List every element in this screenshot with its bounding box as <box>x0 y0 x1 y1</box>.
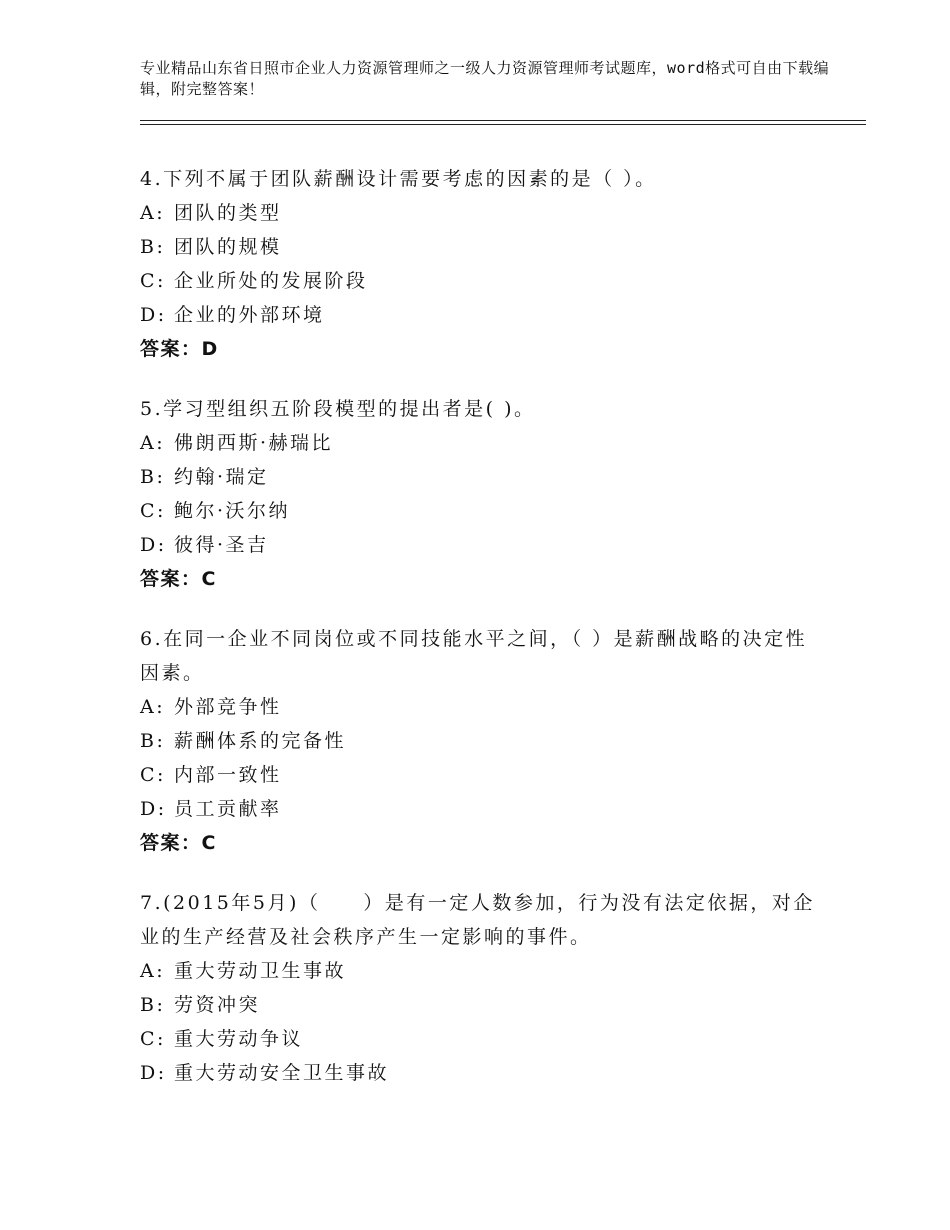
option-a <box>140 690 820 724</box>
option-text: 企业的外部环境 <box>174 304 325 326</box>
option-key: C: <box>140 1028 166 1050</box>
option-b <box>140 460 820 494</box>
option-b <box>140 724 820 758</box>
option-text: 外部竞争性 <box>174 696 282 718</box>
option-key: D: <box>140 798 167 820</box>
question-5 <box>140 392 820 596</box>
option-text: 团队的规模 <box>174 236 282 258</box>
option-text: 内部一致性 <box>174 764 282 786</box>
question-7 <box>140 886 820 1090</box>
option-text: 企业所处的发展阶段 <box>174 270 368 292</box>
option-d <box>140 792 820 826</box>
option-key: B: <box>140 466 166 488</box>
option-key: C: <box>140 500 166 522</box>
option-d <box>140 528 820 562</box>
option-key: A: <box>140 696 166 718</box>
question-text: 7.(2015年5月)（ ）是有一定人数参加，行为没有法定依据，对企业的生产经营及社会秩序产生一定影响的事件。 <box>140 892 815 948</box>
question-list <box>140 162 820 1116</box>
option-b <box>140 988 820 1022</box>
option-key: A: <box>140 432 166 454</box>
answer-label: 答案：C <box>140 832 217 854</box>
option-d <box>140 1056 820 1090</box>
option-key: B: <box>140 994 166 1016</box>
option-key: C: <box>140 764 166 786</box>
option-c <box>140 494 820 528</box>
option-text: 劳资冲突 <box>174 994 261 1016</box>
option-key: B: <box>140 730 166 752</box>
option-d <box>140 298 820 332</box>
option-text: 彼得·圣吉 <box>174 534 269 556</box>
option-c <box>140 264 820 298</box>
question-text: 5.学习型组织五阶段模型的提出者是( )。 <box>140 398 536 420</box>
option-key: D: <box>140 1062 167 1084</box>
option-key: D: <box>140 304 167 326</box>
header-divider-top <box>140 120 866 121</box>
question-6 <box>140 622 820 860</box>
option-a <box>140 196 820 230</box>
option-key: C: <box>140 270 166 292</box>
option-c <box>140 1022 820 1056</box>
option-text: 员工贡献率 <box>174 798 282 820</box>
option-text: 佛朗西斯·赫瑞比 <box>174 432 334 454</box>
option-a <box>140 954 820 988</box>
question-text: 4.下列不属于团队薪酬设计需要考虑的因素的是（ ）。 <box>140 168 657 190</box>
question-4 <box>140 162 820 366</box>
option-c <box>140 758 820 792</box>
option-text: 重大劳动争议 <box>174 1028 304 1050</box>
option-text: 薪酬体系的完备性 <box>174 730 347 752</box>
answer-label: 答案：C <box>140 568 217 590</box>
question-text: 6.在同一企业不同岗位或不同技能水平之间，（ ）是薪酬战略的决定性因素。 <box>140 628 808 684</box>
option-b <box>140 230 820 264</box>
answer-label: 答案：D <box>140 338 219 360</box>
option-a <box>140 426 820 460</box>
option-key: D: <box>140 534 167 556</box>
option-text: 约翰·瑞定 <box>174 466 269 488</box>
document-header-title: 专业精品山东省日照市企业人力资源管理师之一级人力资源管理师考试题库，word格式可自由下载编辑，附完整答案！ <box>140 59 830 98</box>
option-text: 团队的类型 <box>174 202 282 224</box>
header-divider-bottom <box>140 124 866 125</box>
option-text: 重大劳动安全卫生事故 <box>174 1062 390 1084</box>
option-key: A: <box>140 202 166 224</box>
option-key: A: <box>140 960 166 982</box>
option-text: 重大劳动卫生事故 <box>174 960 347 982</box>
option-text: 鲍尔·沃尔纳 <box>174 500 291 522</box>
option-key: B: <box>140 236 166 258</box>
